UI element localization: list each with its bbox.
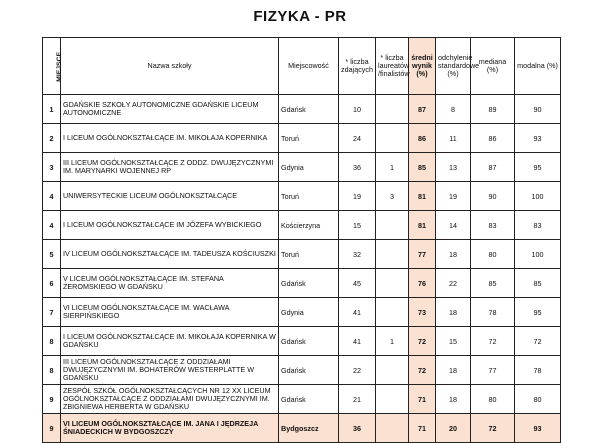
average-score-cell: 73 <box>409 298 436 327</box>
table-row <box>43 327 561 356</box>
laureates-cell <box>376 95 409 124</box>
mode-cell: 78 <box>515 356 561 385</box>
count-cell: 32 <box>339 240 376 269</box>
std-dev-cell: 18 <box>436 298 471 327</box>
city-cell: Toruń <box>279 240 339 269</box>
city-cell: Gdańsk <box>279 327 339 356</box>
city-cell: Gdynia <box>279 153 339 182</box>
laureates-cell <box>376 385 409 414</box>
mode-cell: 93 <box>515 124 561 153</box>
median-cell: 80 <box>471 240 515 269</box>
school-name-cell: I LICEUM OGÓLNOKSZTAŁCĄCE IM JÓZEFA WYBICKIEGO <box>61 211 279 240</box>
median-cell: 72 <box>471 327 515 356</box>
school-name-cell: VI LICEUM OGÓLNOKSZTAŁCĄCE IM. WACŁAWA SIERPIŃSKIEGO <box>61 298 279 327</box>
average-score-cell: 71 <box>409 385 436 414</box>
header-laureates: * liczba laureatów /finalistów <box>376 38 409 95</box>
std-dev-cell: 22 <box>436 269 471 298</box>
rank-cell: 3 <box>43 153 61 182</box>
count-cell: 36 <box>339 414 376 443</box>
school-name-cell: ZESPÓŁ SZKÓŁ OGÓLNOKSZTAŁCĄCYCH NR 12 XX LICEUM OGÓLNOKSZTAŁCĄCE Z ODDZIAŁAMI DWUJĘZYCZNYMI IM. ZBIGNIEWA HERBERTA W GDAŃSKU <box>61 385 279 414</box>
mode-cell: 95 <box>515 298 561 327</box>
std-dev-cell: 14 <box>436 211 471 240</box>
mode-cell: 80 <box>515 385 561 414</box>
median-cell: 77 <box>471 356 515 385</box>
mode-cell: 72 <box>515 327 561 356</box>
average-score-cell: 81 <box>409 211 436 240</box>
results-table <box>42 37 561 443</box>
laureates-cell <box>376 298 409 327</box>
table-row <box>43 95 561 124</box>
rank-cell: 4 <box>43 211 61 240</box>
mode-cell: 100 <box>515 182 561 211</box>
median-cell: 90 <box>471 182 515 211</box>
count-cell: 22 <box>339 356 376 385</box>
rank-cell: 9 <box>43 385 61 414</box>
school-name-cell: I LICEUM OGÓLNOKSZTAŁCĄCE IM. MIKOŁAJA KOPERNIKA W GDAŃSKU <box>61 327 279 356</box>
laureates-cell: 1 <box>376 327 409 356</box>
page-title: FIZYKA - PR <box>253 8 347 25</box>
mode-cell: 90 <box>515 95 561 124</box>
median-cell: 83 <box>471 211 515 240</box>
rank-cell: 7 <box>43 298 61 327</box>
average-score-cell: 72 <box>409 356 436 385</box>
header-mode: modalna (%) <box>515 38 561 95</box>
count-cell: 41 <box>339 327 376 356</box>
mode-cell: 100 <box>515 240 561 269</box>
table-header <box>43 38 561 95</box>
laureates-cell: 1 <box>376 153 409 182</box>
school-name-cell: VI LICEUM OGÓLNOKSZTAŁCĄCE IM. JANA I JĘDRZEJA ŚNIADECKICH W BYDGOSZCZY <box>61 414 279 443</box>
rank-cell: 9 <box>43 414 61 443</box>
table-row <box>43 240 561 269</box>
count-cell: 41 <box>339 298 376 327</box>
average-score-cell: 72 <box>409 327 436 356</box>
header-rank-label: MIEJSCE <box>56 51 64 82</box>
median-cell: 80 <box>471 385 515 414</box>
city-cell: Bydgoszcz <box>279 414 339 443</box>
school-name-cell: GDAŃSKIE SZKOŁY AUTONOMICZNE GDAŃSKIE LICEUM AUTONOMICZNE <box>61 95 279 124</box>
rank-cell: 4 <box>43 182 61 211</box>
laureates-cell <box>376 211 409 240</box>
laureates-cell: 3 <box>376 182 409 211</box>
count-cell: 15 <box>339 211 376 240</box>
school-name-cell: I LICEUM OGÓLNOKSZTAŁCĄCE IM. MIKOŁAJA KOPERNIKA <box>61 124 279 153</box>
city-cell: Toruń <box>279 182 339 211</box>
city-cell: Gdańsk <box>279 356 339 385</box>
count-cell: 19 <box>339 182 376 211</box>
average-score-cell: 71 <box>409 414 436 443</box>
header-count: * liczba zdających <box>339 38 376 95</box>
header-school: Nazwa szkoły <box>61 38 279 95</box>
average-score-cell: 76 <box>409 269 436 298</box>
header-city: Miejscowość <box>279 38 339 95</box>
rank-cell: 8 <box>43 327 61 356</box>
school-name-cell: V LICEUM OGÓLNOKSZTAŁCĄCE IM. STEFANA ŻEROMSKIEGO W GDAŃSKU <box>61 269 279 298</box>
median-cell: 85 <box>471 269 515 298</box>
std-dev-cell: 11 <box>436 124 471 153</box>
table-row <box>43 298 561 327</box>
city-cell: Gdańsk <box>279 95 339 124</box>
city-cell: Kościerzyna <box>279 211 339 240</box>
std-dev-cell: 20 <box>436 414 471 443</box>
std-dev-cell: 18 <box>436 385 471 414</box>
laureates-cell <box>376 269 409 298</box>
count-cell: 45 <box>339 269 376 298</box>
mode-cell: 95 <box>515 153 561 182</box>
city-cell: Toruń <box>279 124 339 153</box>
table-row <box>43 124 561 153</box>
std-dev-cell: 8 <box>436 95 471 124</box>
table-row <box>43 211 561 240</box>
average-score-cell: 77 <box>409 240 436 269</box>
count-cell: 36 <box>339 153 376 182</box>
rank-cell: 6 <box>43 269 61 298</box>
table-body <box>43 95 561 443</box>
table-row <box>43 414 561 443</box>
rank-cell: 2 <box>43 124 61 153</box>
table-row <box>43 385 561 414</box>
median-cell: 72 <box>471 414 515 443</box>
city-cell: Gdańsk <box>279 269 339 298</box>
count-cell: 24 <box>339 124 376 153</box>
laureates-cell <box>376 124 409 153</box>
mode-cell: 85 <box>515 269 561 298</box>
rank-cell: 8 <box>43 356 61 385</box>
laureates-cell <box>376 240 409 269</box>
table-row <box>43 182 561 211</box>
std-dev-cell: 18 <box>436 240 471 269</box>
header-std-dev: odchylenie standardowe (%) <box>436 38 471 95</box>
table-row <box>43 153 561 182</box>
city-cell: Gdynia <box>279 298 339 327</box>
average-score-cell: 85 <box>409 153 436 182</box>
median-cell: 87 <box>471 153 515 182</box>
std-dev-cell: 18 <box>436 356 471 385</box>
mode-cell: 93 <box>515 414 561 443</box>
table-row <box>43 269 561 298</box>
average-score-cell: 81 <box>409 182 436 211</box>
std-dev-cell: 19 <box>436 182 471 211</box>
average-score-cell: 87 <box>409 95 436 124</box>
city-cell: Gdańsk <box>279 385 339 414</box>
table-row <box>43 356 561 385</box>
median-cell: 86 <box>471 124 515 153</box>
laureates-cell <box>376 356 409 385</box>
laureates-cell <box>376 414 409 443</box>
school-name-cell: UNIWERSYTECKIE LICEUM OGÓLNOKSZTAŁCĄCE <box>61 182 279 211</box>
mode-cell: 83 <box>515 211 561 240</box>
header-rank <box>43 38 64 95</box>
std-dev-cell: 15 <box>436 327 471 356</box>
school-name-cell: IV LICEUM OGÓLNOKSZTAŁCĄCE IM. TADEUSZA KOŚCIUSZKI <box>61 240 279 269</box>
rank-cell: 1 <box>43 95 61 124</box>
median-cell: 78 <box>471 298 515 327</box>
rank-cell: 5 <box>43 240 61 269</box>
average-score-cell: 86 <box>409 124 436 153</box>
std-dev-cell: 13 <box>436 153 471 182</box>
count-cell: 10 <box>339 95 376 124</box>
count-cell: 21 <box>339 385 376 414</box>
school-name-cell: III LICEUM OGÓLNOKSZTAŁCĄCE Z ODDZIAŁAMI DWUJĘZYCZNYMI IM. BOHATERÓW WESTERPLATTE W GDAŃSKU <box>61 356 279 385</box>
school-name-cell: III LICEUM OGÓLNOKSZTAŁCĄCE Z ODDZ. DWUJĘZYCZNYMI IM. MARYNARKI WOJENNEJ RP <box>61 153 279 182</box>
header-median: mediana (%) <box>471 38 515 95</box>
header-average: średni wynik (%) <box>409 38 436 95</box>
median-cell: 89 <box>471 95 515 124</box>
